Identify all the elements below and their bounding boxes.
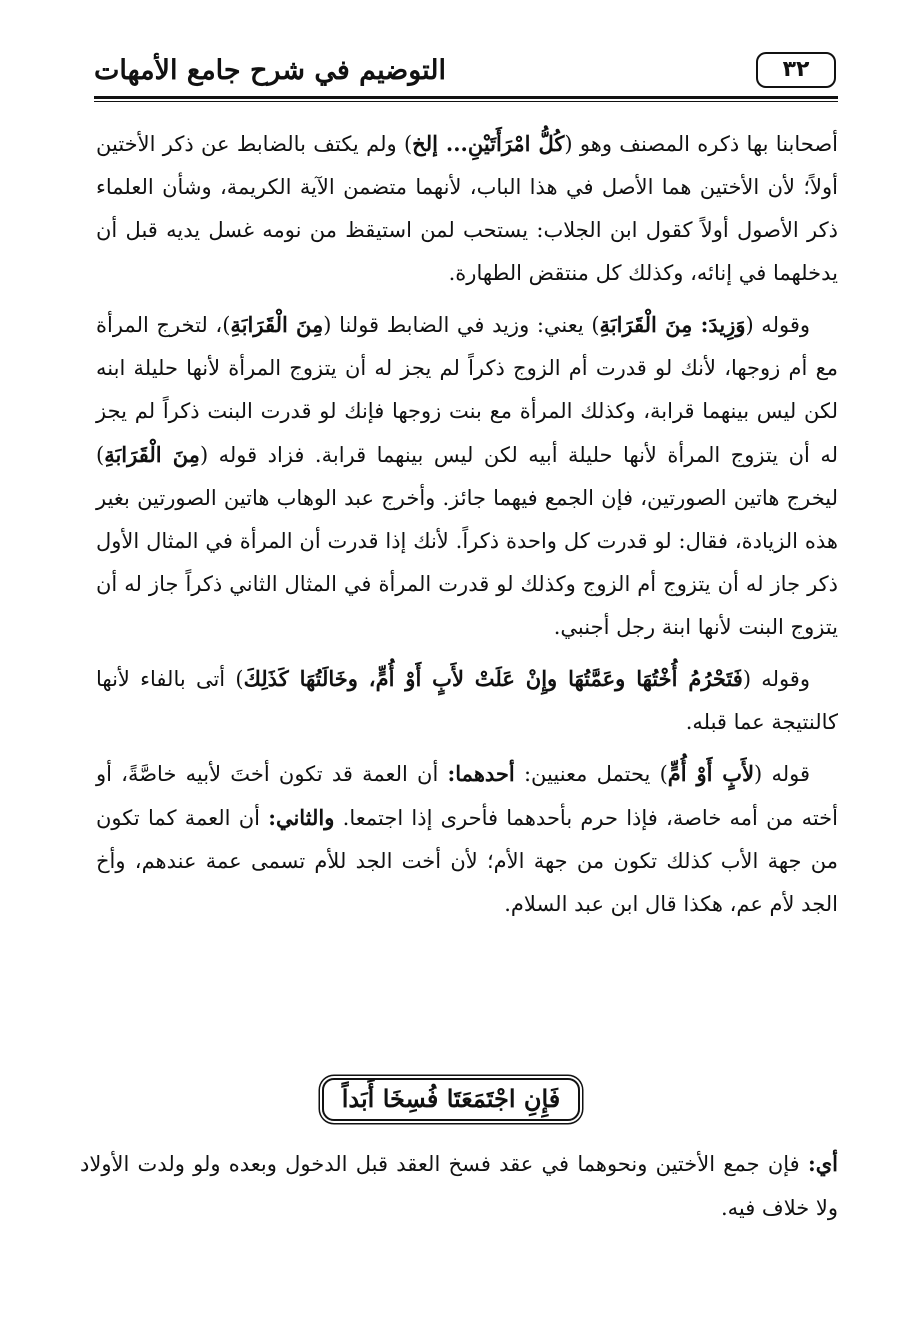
text-run: أن العمة كما تكون من جهة الأب كذلك تكون من جهة الأم؛ لأن أخت الجد للأم تسمى عمة عندهم، وأخ الجد لأم عم، هكذا قال ابن عبد السلام. bbox=[96, 806, 838, 916]
text-run: ) ليخرج هاتين الصورتين، فإن الجمع فيهما جائز. وأخرج عبد الوهاب هاتين الصورتين بغير هذه الزيادة، فقال: لو قدرت كل واحدة ذكراً. لأنك إذا قدرت أن المرأة في المثال الأول ذكر جاز له أن يتزوج أم الزوج وكذلك لو قدرت المرأة في المثال الثاني ذكراً جاز له أن يتزوج البنت لأنها ابنة رجل أجنبي. bbox=[96, 443, 838, 639]
page-header bbox=[94, 50, 842, 98]
text-run: وقوله ( bbox=[745, 313, 810, 337]
paragraph-text: فإن جمع الأختين ونحوهما في عقد فسخ العقد قبل الدخول وبعده ولو ولدت الأولاد ولا خلاف فيه. bbox=[80, 1152, 838, 1220]
commentary-text bbox=[80, 1142, 838, 1230]
main-text bbox=[96, 122, 838, 926]
quoted-text: والثاني: bbox=[268, 805, 335, 830]
header-divider bbox=[94, 96, 838, 99]
paragraph bbox=[96, 122, 838, 295]
quoted-text: لأَبٍ أَوْ أُمٍّ bbox=[667, 761, 755, 786]
section-heading-wrap bbox=[0, 1078, 902, 1121]
paragraph-label: أي: bbox=[807, 1151, 838, 1176]
paragraph bbox=[96, 657, 838, 744]
text-run: أن العمة قد تكون أختَ لأبيه خاصَّةً، أو أخته من أمه خاصة، فإذا حرم بأحدهما فأحرى إذا اجتمعا. bbox=[96, 762, 838, 830]
running-title: التوضيم في شرح جامع الأمهات bbox=[94, 55, 447, 86]
text-run: ) ولم يكتف بالضابط عن ذكر الأختين أولاً؛ لأن الأختين هما الأصل في هذا الباب، لأنهما متضمن الآية الكريمة، وشأن العلماء ذكر الأصول أولاً كقول ابن الجلاب: يستحب لمن استيقظ من نومه غسل يديه قبل أن يدخلهما في إنائه، وكذلك كل منتقض الطهارة. bbox=[96, 132, 838, 285]
text-run: ) يحتمل معنيين: bbox=[514, 762, 668, 786]
header-divider-thin bbox=[94, 101, 838, 102]
paragraph bbox=[96, 303, 838, 649]
page-number: ٣٢ bbox=[756, 52, 836, 88]
paragraph bbox=[80, 1142, 838, 1230]
quoted-text: مِنَ الْقَرَابَةِ bbox=[104, 442, 200, 467]
quoted-text: كُلُّ امْرَأَتَيْنِ... إلخ bbox=[412, 131, 565, 156]
text-run: قوله ( bbox=[754, 762, 810, 786]
paragraph bbox=[96, 752, 838, 926]
text-run: أصحابنا بها ذكره المصنف وهو ( bbox=[564, 132, 838, 156]
text-run: وقوله ( bbox=[742, 667, 810, 691]
quoted-text: وَزِيدَ: مِنَ الْقَرَابَةِ bbox=[599, 312, 746, 337]
quoted-text: أحدهما: bbox=[447, 761, 515, 786]
quoted-text: مِنَ الْقَرَابَةِ bbox=[230, 312, 324, 337]
quoted-text: فَتَحْرُمُ أُخْتُهَا وعَمَّتُهَا وإِنْ عَلَتْ لأَبٍ أَوْ أُمٍّ، وخَالَتُهَا كَذَلِكَ bbox=[243, 666, 743, 691]
text-run: ) يعني: وزيد في الضابط قولنا ( bbox=[323, 313, 600, 337]
text-run: )، لتخرج المرأة مع أم زوجها، لأنك لو قدرت أم الزوج ذكراً لم يجز له أن يتزوج المرأة لأنها حليلة ابنه لكن ليس بينهما قرابة، وكذلك المرأة مع بنت زوجها فإنك لو قدرت البنت ذكراً لم يجز له أن يتزوج المرأة لأنها حليلة أبيه لكن ليس بينهما قرابة. فزاد قوله ( bbox=[96, 313, 838, 467]
section-heading: فَإِنِ اجْتَمَعَتَا فُسِخَا أَبَداً bbox=[322, 1078, 581, 1121]
text-run: ) أتى بالفاء لأنها كالنتيجة عما قبله. bbox=[96, 667, 838, 734]
